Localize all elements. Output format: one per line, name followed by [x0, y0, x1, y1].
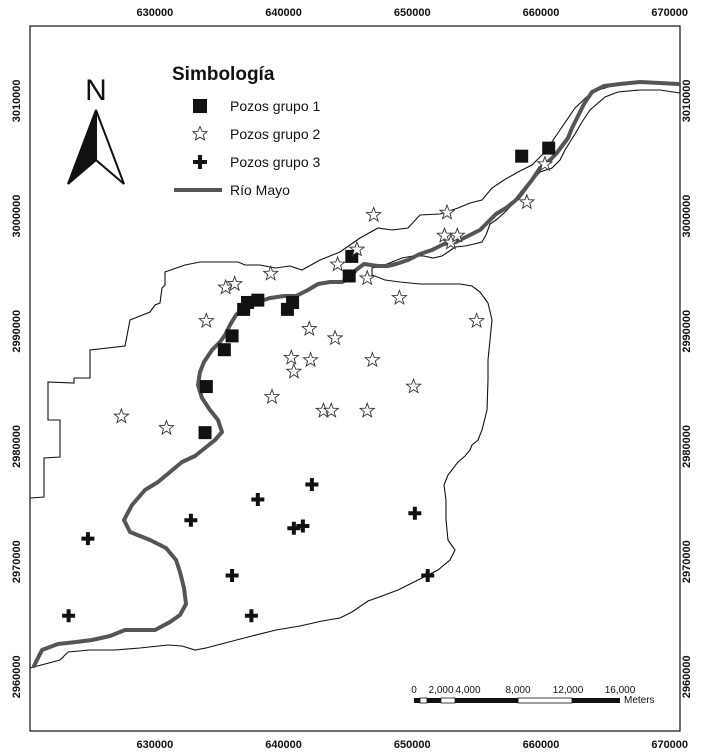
y-tick-right-3000000: 3000000	[681, 194, 693, 238]
y-tick-right-2990000: 2990000	[681, 309, 693, 353]
x-ticks-top	[136, 7, 688, 19]
scale-unit: Meters	[624, 695, 655, 706]
well-grupo-1-marker	[199, 426, 212, 439]
square-icon	[193, 99, 207, 113]
well-grupo-1-marker	[542, 142, 555, 155]
well-grupo-1-marker	[286, 296, 299, 309]
scale-tick-4000: 4,000	[455, 685, 481, 696]
well-grupo-1-marker	[251, 294, 264, 307]
y-tick-right-3010000: 3010000	[681, 79, 693, 123]
north-arrow-letter: N	[85, 74, 107, 107]
y-ticks-right	[681, 79, 693, 698]
scale-tick-16000: 16,000	[604, 685, 636, 696]
well-grupo-1-marker	[237, 303, 250, 316]
legend-title: Simbología	[172, 64, 275, 85]
well-grupo-1-marker	[200, 380, 213, 393]
x-tick-top-650000: 650000	[393, 7, 431, 19]
y-tick-right-2970000: 2970000	[681, 540, 693, 584]
x-ticks-bottom	[136, 739, 688, 751]
well-grupo-1-marker	[515, 150, 528, 163]
y-tick-left-3000000: 3000000	[11, 194, 23, 238]
x-tick-bottom-660000: 660000	[522, 739, 560, 751]
y-tick-left-3010000: 3010000	[11, 79, 23, 123]
legend-label-grupo-1: Pozos grupo 1	[230, 98, 321, 114]
y-ticks-left	[11, 79, 23, 698]
well-grupo-1-marker	[226, 329, 239, 342]
legend-label-grupo-2: Pozos grupo 2	[230, 126, 321, 142]
y-tick-left-2990000: 2990000	[11, 309, 23, 353]
scale-tick-12000: 12,000	[552, 685, 584, 696]
y-tick-left-2980000: 2980000	[11, 425, 23, 468]
x-tick-top-670000: 670000	[651, 7, 689, 19]
y-tick-left-2960000: 2960000	[11, 655, 23, 699]
well-grupo-1-marker	[218, 343, 231, 356]
x-tick-top-640000: 640000	[265, 7, 302, 19]
x-tick-top-630000: 630000	[136, 7, 174, 19]
x-tick-bottom-640000: 640000	[265, 739, 302, 751]
map-frame	[30, 26, 680, 731]
scale-tick-2000: 2,000	[428, 685, 454, 696]
legend-label-grupo-3: Pozos grupo 3	[230, 154, 321, 170]
y-tick-left-2970000: 2970000	[11, 540, 23, 584]
well-grupo-1-marker	[343, 269, 356, 282]
legend-label-rio-mayo: Río Mayo	[230, 182, 290, 198]
scale-tick-0: 0	[411, 685, 417, 696]
scale-tick-8000: 8,000	[505, 685, 531, 696]
y-tick-right-2960000: 2960000	[681, 655, 693, 699]
y-tick-right-2980000: 2980000	[681, 425, 693, 468]
x-tick-top-660000: 660000	[522, 7, 560, 19]
x-tick-bottom-650000: 650000	[393, 739, 431, 751]
x-tick-bottom-670000: 670000	[651, 739, 689, 751]
x-tick-bottom-630000: 630000	[136, 739, 174, 751]
